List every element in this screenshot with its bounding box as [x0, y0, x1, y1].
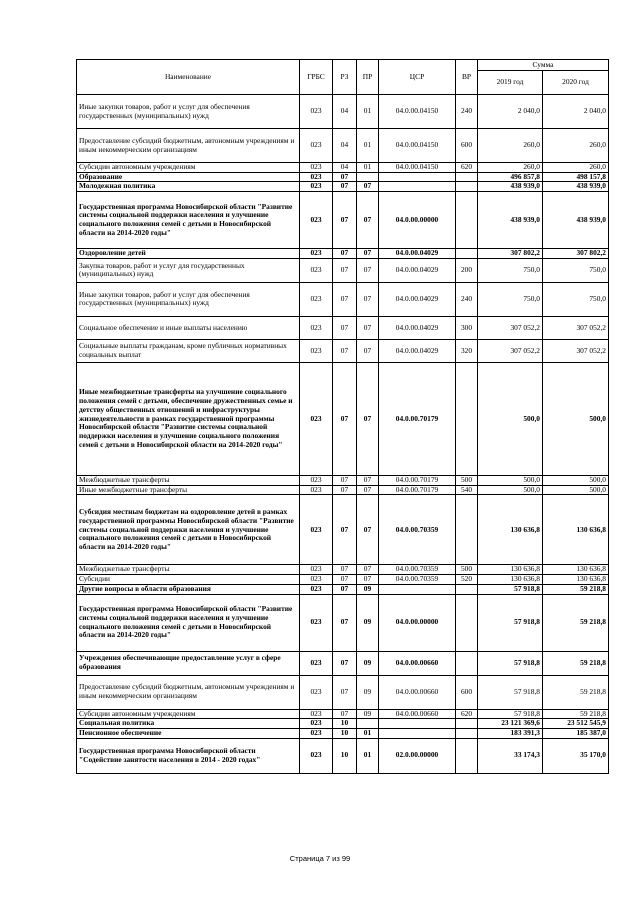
cell-pr: 09 [357, 594, 379, 651]
table-row [77, 729, 609, 739]
cell-grbs: 023 [300, 729, 333, 739]
cell-csr: 04.0.00.00000 [379, 594, 456, 651]
cell-vr: 240 [456, 95, 478, 129]
cell-v2019: 130 636,8 [478, 495, 543, 565]
cell-pr: 01 [357, 738, 379, 773]
cell-csr: 04.0.00.00660 [379, 709, 456, 719]
cell-rz: 04 [333, 95, 357, 129]
cell-vr: 600 [456, 675, 478, 709]
table-row [77, 594, 609, 651]
cell-name: Предоставление субсидий бюджетным, автономным учреждениям и иным некоммерческим организациям [77, 675, 300, 709]
cell-name: Социальная политика [77, 719, 300, 729]
cell-grbs: 023 [300, 584, 333, 594]
cell-pr: 07 [357, 258, 379, 282]
cell-vr: 300 [456, 316, 478, 339]
cell-pr: 07 [357, 182, 379, 192]
table-row [77, 339, 609, 362]
cell-v2020: 23 512 545,9 [543, 719, 609, 729]
cell-vr: 500 [456, 565, 478, 575]
cell-vr: 620 [456, 709, 478, 719]
cell-grbs: 023 [300, 172, 333, 182]
cell-v2019: 33 174,3 [478, 738, 543, 773]
cell-name: Государственная программа Новосибирской области "Содействие занятости населения в 2014 - 2020 годах" [77, 738, 300, 773]
cell-v2019: 260,0 [478, 163, 543, 173]
cell-csr: 04.0.00.70179 [379, 475, 456, 485]
cell-v2020: 2 040,0 [543, 95, 609, 129]
cell-rz: 07 [333, 316, 357, 339]
table-row [77, 475, 609, 485]
cell-pr: 07 [357, 192, 379, 249]
cell-rz: 07 [333, 495, 357, 565]
cell-v2019: 183 391,3 [478, 729, 543, 739]
cell-name: Иные закупки товаров, работ и услуг для обеспечения государственных (муниципальных) нужд [77, 282, 300, 316]
cell-vr: 540 [456, 485, 478, 495]
cell-v2019: 438 939,0 [478, 182, 543, 192]
cell-grbs: 023 [300, 495, 333, 565]
table-row [77, 129, 609, 163]
cell-grbs: 023 [300, 709, 333, 719]
cell-v2019: 496 857,8 [478, 172, 543, 182]
cell-rz: 07 [333, 675, 357, 709]
cell-grbs: 023 [300, 95, 333, 129]
cell-v2020: 130 636,8 [543, 495, 609, 565]
cell-rz: 07 [333, 249, 357, 259]
cell-v2020: 307 802,2 [543, 249, 609, 259]
cell-csr: 02.0.00.00000 [379, 738, 456, 773]
cell-v2020: 59 218,8 [543, 709, 609, 719]
cell-v2020: 35 170,0 [543, 738, 609, 773]
cell-pr: 01 [357, 729, 379, 739]
table-row [77, 316, 609, 339]
cell-grbs: 023 [300, 182, 333, 192]
cell-rz: 07 [333, 282, 357, 316]
cell-v2019: 57 918,8 [478, 709, 543, 719]
cell-name: Субсидия местным бюджетам на оздоровление детей в рамках государственной программы Новосибирской области "Развитие системы социальной поддержки населения и улучшение социального положения семей с детьми в Новосибирской области на 2014-2020 годы" [77, 495, 300, 565]
cell-grbs: 023 [300, 485, 333, 495]
cell-v2020: 130 636,8 [543, 565, 609, 575]
cell-v2019: 500,0 [478, 362, 543, 475]
cell-name: Иные межбюджетные трансферты на улучшение социального положения семей с детьми, обеспечение дружественных семье и детству общественных отношений и инфраструктуры жизнедеятельности в рамках государственной программы Новосибирской области "Развитие системы социальной поддержки населения и улучшение социального положения семей с детьми в Новосибирской области на 2014-2020 годы" [77, 362, 300, 475]
table-row [77, 95, 609, 129]
cell-name: Другие вопросы в области образования [77, 584, 300, 594]
page-number: Страница 7 из 99 [289, 854, 351, 863]
cell-v2020: 500,0 [543, 485, 609, 495]
cell-csr [379, 719, 456, 729]
cell-grbs: 023 [300, 339, 333, 362]
cell-csr: 04.0.00.70179 [379, 362, 456, 475]
cell-name: Предоставление субсидий бюджетным, автономным учреждениям и иным некоммерческим организациям [77, 129, 300, 163]
cell-csr: 04.0.00.70359 [379, 495, 456, 565]
cell-name: Государственная программа Новосибирской области "Развитие системы социальной поддержки населения и улучшение социального положения семей с детьми в Новосибирской области на 2014-2020 годы" [77, 192, 300, 249]
cell-v2020: 59 218,8 [543, 651, 609, 675]
cell-name: Социальное обеспечение и иные выплаты населению [77, 316, 300, 339]
cell-csr: 04.0.00.04150 [379, 95, 456, 129]
cell-rz: 07 [333, 182, 357, 192]
cell-rz: 07 [333, 172, 357, 182]
cell-v2020: 750,0 [543, 258, 609, 282]
cell-csr: 04.0.00.00660 [379, 651, 456, 675]
header-pr: ПР [357, 60, 379, 95]
cell-name: Образование [77, 172, 300, 182]
cell-rz: 04 [333, 163, 357, 173]
cell-rz: 07 [333, 651, 357, 675]
table-row [77, 258, 609, 282]
cell-v2019: 307 052,2 [478, 339, 543, 362]
cell-pr: 01 [357, 129, 379, 163]
cell-v2020: 59 218,8 [543, 675, 609, 709]
cell-vr [456, 651, 478, 675]
cell-vr [456, 495, 478, 565]
table-row [77, 282, 609, 316]
cell-rz: 10 [333, 729, 357, 739]
cell-grbs: 023 [300, 316, 333, 339]
cell-pr: 09 [357, 675, 379, 709]
cell-v2019: 130 636,8 [478, 575, 543, 585]
cell-pr: 01 [357, 163, 379, 173]
cell-v2019: 750,0 [478, 258, 543, 282]
cell-rz: 07 [333, 362, 357, 475]
table-row [77, 495, 609, 565]
table-row [77, 362, 609, 475]
cell-pr: 07 [357, 575, 379, 585]
cell-pr: 09 [357, 651, 379, 675]
cell-vr: 240 [456, 282, 478, 316]
cell-v2020: 438 939,0 [543, 182, 609, 192]
cell-grbs: 023 [300, 362, 333, 475]
header-grbs: ГРБС [300, 60, 333, 95]
cell-csr: 04.0.00.00660 [379, 675, 456, 709]
cell-rz: 07 [333, 192, 357, 249]
cell-v2020: 307 052,2 [543, 316, 609, 339]
cell-pr: 07 [357, 316, 379, 339]
cell-name: Оздоровление детей [77, 249, 300, 259]
cell-v2020: 500,0 [543, 475, 609, 485]
cell-pr: 07 [357, 249, 379, 259]
table-row [77, 651, 609, 675]
cell-v2019: 57 918,8 [478, 594, 543, 651]
cell-csr: 04.0.00.70179 [379, 485, 456, 495]
cell-grbs: 023 [300, 258, 333, 282]
cell-v2019: 750,0 [478, 282, 543, 316]
cell-grbs: 023 [300, 192, 333, 249]
cell-rz: 07 [333, 575, 357, 585]
cell-rz: 07 [333, 565, 357, 575]
cell-vr: 500 [456, 475, 478, 485]
cell-grbs: 023 [300, 675, 333, 709]
cell-pr: 07 [357, 475, 379, 485]
cell-v2019: 260,0 [478, 129, 543, 163]
cell-vr: 620 [456, 163, 478, 173]
cell-v2020: 260,0 [543, 163, 609, 173]
cell-v2019: 307 052,2 [478, 316, 543, 339]
cell-vr [456, 594, 478, 651]
cell-name: Межбюджетные трансферты [77, 475, 300, 485]
table-body [77, 95, 609, 774]
cell-vr: 320 [456, 339, 478, 362]
cell-grbs: 023 [300, 565, 333, 575]
cell-grbs: 023 [300, 651, 333, 675]
cell-csr: 04.0.00.00000 [379, 192, 456, 249]
cell-csr: 04.0.00.04029 [379, 316, 456, 339]
cell-name: Субсидии автономным учреждениям [77, 709, 300, 719]
cell-rz: 10 [333, 719, 357, 729]
cell-vr [456, 192, 478, 249]
table-row [77, 575, 609, 585]
cell-v2020: 260,0 [543, 129, 609, 163]
cell-v2020: 130 636,8 [543, 575, 609, 585]
cell-v2019: 57 918,8 [478, 584, 543, 594]
cell-v2020: 185 387,0 [543, 729, 609, 739]
cell-pr: 09 [357, 584, 379, 594]
cell-v2019: 500,0 [478, 475, 543, 485]
budget-table [76, 59, 609, 774]
cell-csr: 04.0.00.04029 [379, 249, 456, 259]
cell-csr: 04.0.00.04150 [379, 129, 456, 163]
cell-grbs: 023 [300, 738, 333, 773]
table-row [77, 163, 609, 173]
cell-vr: 520 [456, 575, 478, 585]
cell-vr [456, 172, 478, 182]
cell-pr: 07 [357, 495, 379, 565]
cell-name: Пенсионное обеспечение [77, 729, 300, 739]
cell-pr: 07 [357, 362, 379, 475]
cell-vr: 200 [456, 258, 478, 282]
cell-pr: 09 [357, 709, 379, 719]
cell-csr: 04.0.00.04029 [379, 282, 456, 316]
header-name: Наименование [77, 60, 300, 95]
cell-v2019: 23 121 369,6 [478, 719, 543, 729]
header-csr: ЦСР [379, 60, 456, 95]
cell-name: Межбюджетные трансферты [77, 565, 300, 575]
cell-csr [379, 182, 456, 192]
header-year-2020: 2020 год [543, 71, 609, 95]
header-year-2019: 2019 год [478, 71, 543, 95]
cell-name: Закупка товаров, работ и услуг для государственных (муниципальных) нужд [77, 258, 300, 282]
cell-v2020: 307 052,2 [543, 339, 609, 362]
cell-v2019: 130 636,8 [478, 565, 543, 575]
table-row [77, 738, 609, 773]
cell-grbs: 023 [300, 129, 333, 163]
header-vr: ВР [456, 60, 478, 95]
cell-rz: 07 [333, 258, 357, 282]
table-row [77, 192, 609, 249]
cell-rz: 07 [333, 475, 357, 485]
cell-vr [456, 249, 478, 259]
cell-rz: 07 [333, 485, 357, 495]
cell-v2019: 438 939,0 [478, 192, 543, 249]
cell-rz: 07 [333, 339, 357, 362]
cell-csr: 04.0.00.04029 [379, 258, 456, 282]
cell-grbs: 023 [300, 719, 333, 729]
table-row [77, 249, 609, 259]
cell-v2019: 57 918,8 [478, 651, 543, 675]
table-row [77, 584, 609, 594]
cell-v2020: 438 939,0 [543, 192, 609, 249]
cell-pr: 07 [357, 339, 379, 362]
cell-v2019: 307 802,2 [478, 249, 543, 259]
cell-csr [379, 584, 456, 594]
cell-grbs: 023 [300, 594, 333, 651]
cell-name: Субсидии [77, 575, 300, 585]
cell-vr [456, 584, 478, 594]
cell-csr [379, 172, 456, 182]
table-row [77, 182, 609, 192]
table-row [77, 485, 609, 495]
cell-rz: 10 [333, 738, 357, 773]
cell-pr: 07 [357, 565, 379, 575]
cell-rz: 07 [333, 584, 357, 594]
cell-pr: 07 [357, 485, 379, 495]
cell-rz: 07 [333, 594, 357, 651]
cell-grbs: 023 [300, 282, 333, 316]
cell-v2019: 500,0 [478, 485, 543, 495]
cell-grbs: 023 [300, 575, 333, 585]
cell-v2020: 59 218,8 [543, 594, 609, 651]
header-sum: Сумма [478, 60, 609, 71]
cell-name: Молодежная политика [77, 182, 300, 192]
cell-vr [456, 362, 478, 475]
cell-vr [456, 729, 478, 739]
cell-v2020: 59 218,8 [543, 584, 609, 594]
cell-vr: 600 [456, 129, 478, 163]
table-row [77, 675, 609, 709]
cell-grbs: 023 [300, 249, 333, 259]
cell-name: Иные межбюджетные трансферты [77, 485, 300, 495]
cell-pr: 01 [357, 95, 379, 129]
cell-pr: 07 [357, 282, 379, 316]
cell-name: Субсидии автономным учреждениям [77, 163, 300, 173]
cell-v2019: 57 918,8 [478, 675, 543, 709]
cell-csr: 04.0.00.04150 [379, 163, 456, 173]
cell-csr [379, 729, 456, 739]
cell-name: Учреждения обеспечивающие предоставление услуг в сфере образования [77, 651, 300, 675]
cell-csr: 04.0.00.70359 [379, 565, 456, 575]
header-rz: РЗ [333, 60, 357, 95]
cell-rz: 07 [333, 709, 357, 719]
cell-grbs: 023 [300, 163, 333, 173]
cell-v2020: 498 157,8 [543, 172, 609, 182]
cell-name: Государственная программа Новосибирской области "Развитие системы социальной поддержки населения и улучшение социального положения семей с детьми в Новосибирской области на 2014-2020 годы" [77, 594, 300, 651]
cell-grbs: 023 [300, 475, 333, 485]
cell-name: Иные закупки товаров, работ и услуг для обеспечения государственных (муниципальных) нужд [77, 95, 300, 129]
cell-v2020: 750,0 [543, 282, 609, 316]
cell-vr [456, 719, 478, 729]
cell-rz: 04 [333, 129, 357, 163]
cell-v2019: 2 040,0 [478, 95, 543, 129]
cell-csr: 04.0.00.70359 [379, 575, 456, 585]
cell-name: Социальные выплаты гражданам, кроме публичных нормативных социальных выплат [77, 339, 300, 362]
cell-vr [456, 182, 478, 192]
cell-csr: 04.0.00.04029 [379, 339, 456, 362]
cell-v2020: 500,0 [543, 362, 609, 475]
cell-vr [456, 738, 478, 773]
